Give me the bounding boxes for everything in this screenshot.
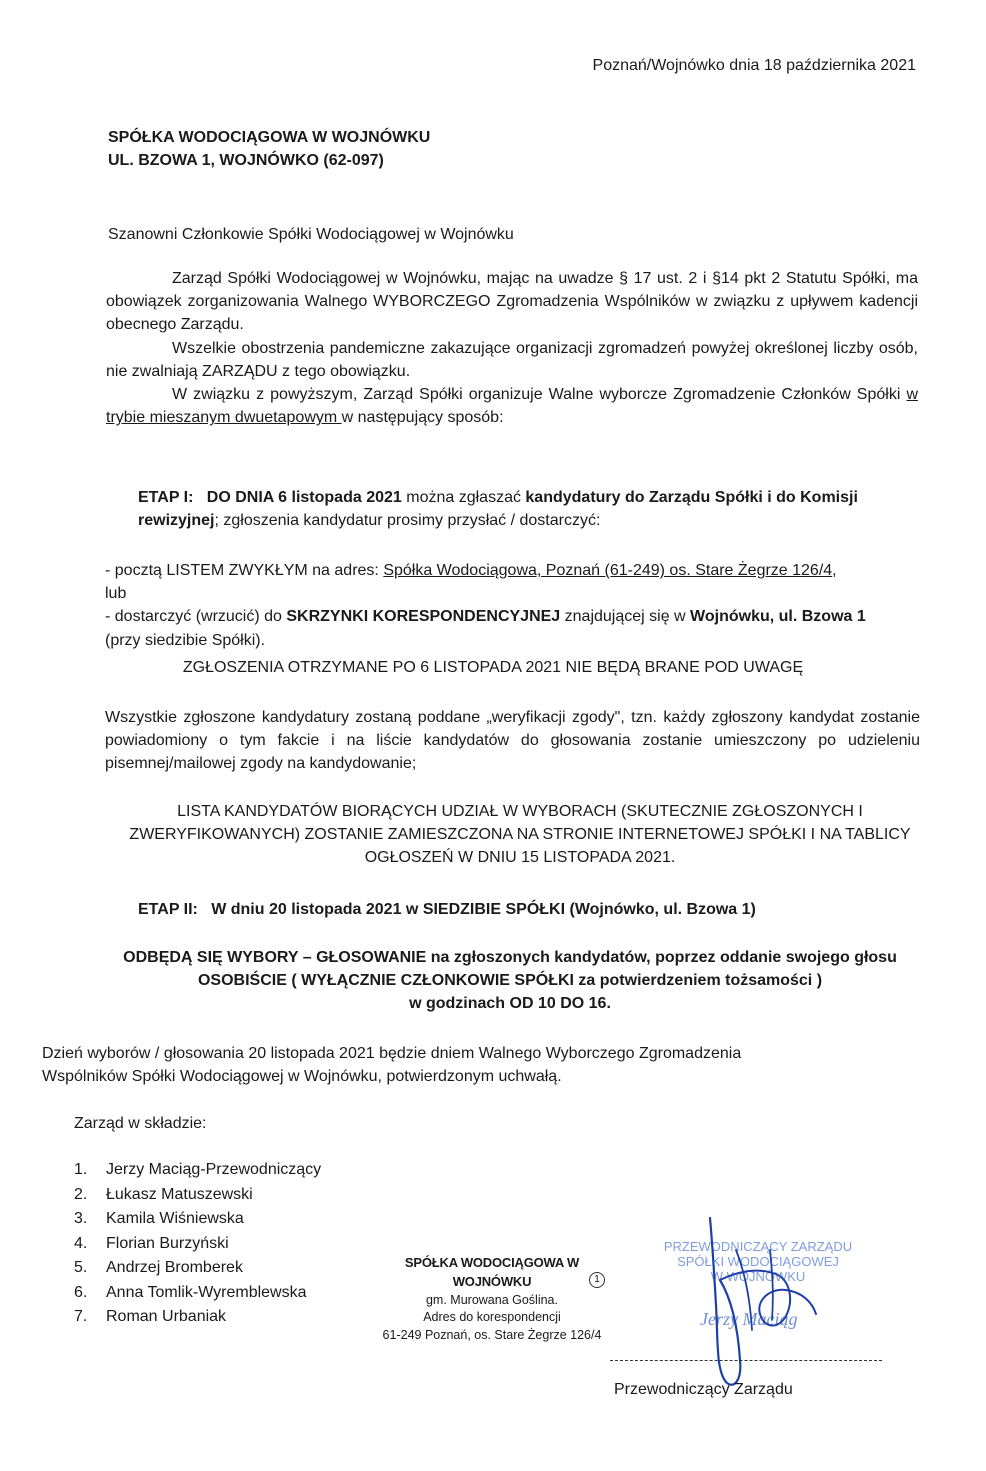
- board-title: Zarząd w składzie:: [74, 1115, 207, 1132]
- paragraph-organization: [106, 383, 918, 429]
- method-mail-start: - pocztą LISTEM ZWYKŁYM na adres:: [105, 562, 384, 579]
- stamp-line-4: 61-249 Poznań, os. Stare Żegrze 126/4: [382, 1327, 602, 1342]
- list-item: [74, 1256, 321, 1281]
- election-day-paragraph: [42, 1042, 882, 1088]
- deadline-notice: ZGŁOSZENIA OTRZYMANE PO 6 LISTOPADA 2021 NIE BĘDĄ BRANE POD UWAGĘ: [182, 659, 804, 676]
- list-item: [74, 1232, 321, 1257]
- chairman-stamp-line-1: PRZEWODNICZĄCY ZARZĄDU: [663, 1239, 853, 1254]
- list-item: [74, 1305, 321, 1330]
- list-item: [74, 1207, 321, 1232]
- method-or: lub: [105, 585, 127, 603]
- company-name: SPÓŁKA WODOCIĄGOWA W WOJNÓWKU: [108, 129, 431, 146]
- member-number: 7.: [74, 1308, 88, 1325]
- chairman-stamp-line-2: SPÓŁKI WODOCIĄGOWEJ: [677, 1253, 839, 1269]
- candidate-list-notice: [120, 800, 920, 870]
- member-number: 2.: [74, 1185, 88, 1203]
- mailbox-label: SKRZYNKI KORESPONDENCYJNEJ: [286, 608, 561, 626]
- voting-notice: [80, 946, 940, 1016]
- list-item: [74, 1281, 321, 1306]
- stage-one-mid: można zgłaszać: [401, 489, 526, 506]
- election-day-line-1: Dzień wyborów / głosowania 20 listopada 2021 będzie dniem Walnego Wyborczego Zgromadzenia: [42, 1045, 742, 1062]
- stamp-line-3: Adres do korespondencji: [423, 1310, 561, 1325]
- submission-methods: [105, 559, 920, 652]
- mail-address: Spółka Wodociągowa, Poznań (61-249) os. Stare Żegrze 126/4: [383, 562, 833, 579]
- stage-one-rest: ; zgłoszenia kandydatur prosimy przysłać / dostarczyć:: [214, 512, 601, 530]
- signature-role: Przewodniczący Zarządu: [614, 1381, 793, 1398]
- method-mailbox: [105, 605, 920, 628]
- document-date: Poznań/Wojnówko dnia 18 października 2021: [592, 57, 916, 74]
- member-name: Kamila Wiśniewska: [106, 1210, 244, 1227]
- candidate-list-line-1: LISTA KANDYDATÓW BIORĄCYCH UDZIAŁ W WYBORACH (SKUTECZNIE ZGŁOSZONYCH I: [177, 803, 863, 820]
- stage-one-deadline: DO DNIA 6 listopada 2021: [206, 489, 402, 506]
- member-name: Jerzy Maciąg-Przewodniczący: [106, 1161, 322, 1178]
- list-item: [74, 1183, 321, 1208]
- mixed-mode-phrase: w trybie mieszanym dwuetapowym: [106, 385, 918, 427]
- method-mailbox-start: - dostarczyć (wrzucić) do: [105, 608, 287, 626]
- voting-line-3: w godzinach OD 10 DO 16.: [409, 995, 611, 1013]
- intro-paragraphs: [106, 267, 918, 429]
- member-number: 6.: [74, 1283, 88, 1301]
- election-day-line-2: Wspólników Spółki Wodociągowej w Wojnówku, potwierdzonym uchwałą.: [42, 1068, 562, 1086]
- method-mailbox-end: (przy siedzibie Spółki).: [105, 631, 266, 649]
- member-name: Anna Tomlik-Wyremblewska: [106, 1283, 307, 1301]
- chairman-stamp-line-3: W WOJNÓWKU: [710, 1268, 806, 1284]
- member-number: 1.: [74, 1161, 88, 1178]
- method-mailbox-mid: znajdującej się w: [560, 608, 691, 626]
- verification-paragraph: Wszystkie zgłoszone kandydatury zostaną poddane „weryfikacji zgody", tzn. każdy zgłoszony kandydat zostanie powiadomiony o tym fakcie i na liście kandydatów do głosowania zostanie umieszczony po udzieleniu pisemnej/mailowej zgody na kandydowanie;: [105, 709, 920, 773]
- greeting: Szanowni Członkowie Spółki Wodociągowej w Wojnówku: [108, 226, 514, 243]
- paragraph-statute: Zarząd Spółki Wodociągowej w Wojnówku, mając na uwadze § 17 ust. 2 i §14 pkt 2 Statutu Spółki, ma obowiązek zorganizowania Walnego WYBORCZEGO Zgromadzenia Wspólników w związku z upływem kadencji obecnego Zarządu.: [106, 270, 918, 334]
- mailbox-place: Wojnówku, ul. Bzowa 1: [690, 608, 866, 626]
- member-name: Roman Urbaniak: [106, 1308, 227, 1325]
- voting-line-1: ODBĘDĄ SIĘ WYBORY – GŁOSOWANIE na zgłoszonych kandydatów, poprzez oddanie swojego głosu: [123, 949, 897, 966]
- stage-two-label: ETAP II:: [138, 901, 198, 918]
- signature-line: [610, 1360, 882, 1361]
- method-mail-end: ,: [832, 562, 837, 579]
- handwritten-signature: [690, 1210, 830, 1400]
- board-members-list: [74, 1158, 321, 1330]
- paragraph-organization-start: W związku z powyższym, Zarząd Spółki organizuje Walne wyborcze Zgromadzenie Członków Spółki: [172, 385, 907, 403]
- stamp-company-name: SPÓŁKA WODOCIĄGOWA W WOJNÓWKU: [404, 1255, 580, 1289]
- candidate-list-line-2: ZWERYFIKOWANYCH) ZOSTANIE ZAMIESZCZONA NA STRONIE INTERNETOWEJ SPÓŁKI I NA TABLICY: [129, 826, 911, 844]
- stage-one: [138, 486, 923, 532]
- member-name: Andrzej Bromberek: [106, 1259, 243, 1276]
- candidate-list-line-3: OGŁOSZEŃ W DNIU 15 LISTOPADA 2021.: [364, 849, 676, 867]
- paragraph-organization-end: w następujący sposób:: [341, 409, 504, 427]
- stamp-line-2: gm. Murowana Goślina.: [425, 1292, 558, 1307]
- chairman-stamp-name: Jerzy Maciąg: [700, 1309, 798, 1329]
- member-number: 4.: [74, 1234, 88, 1252]
- member-name: Łukasz Matuszewski: [106, 1185, 253, 1203]
- stage-one-label: ETAP I:: [138, 489, 194, 506]
- stage-two-text: W dniu 20 listopada 2021 w SIEDZIBIE SPÓŁKI (Wojnówko, ul. Bzowa 1): [211, 901, 756, 918]
- company-header: [108, 126, 430, 172]
- member-number: 3.: [74, 1210, 88, 1227]
- member-name: Florian Burzyński: [106, 1234, 229, 1252]
- paragraph-pandemic: Wszelkie obostrzenia pandemiczne zakazujące organizacji zgromadzeń powyżej określonej liczby osób, nie zwalniają ZARZĄDU z tego obowiązku.: [106, 339, 918, 380]
- method-mail: [105, 559, 920, 582]
- stage-two: [138, 898, 756, 921]
- voting-line-2: OSOBIŚCIE ( WYŁĄCZNIE CZŁONKOWIE SPÓŁKI za potwierdzeniem tożsamości ): [197, 972, 823, 990]
- list-item: [74, 1158, 321, 1183]
- stamp-circle-mark: 1: [589, 1272, 605, 1288]
- company-stamp: [372, 1254, 612, 1344]
- company-address: UL. BZOWA 1, WOJNÓWKO (62-097): [108, 152, 384, 170]
- member-number: 5.: [74, 1259, 88, 1276]
- stage-one-candidates: kandydatury do Zarządu Spółki i do Komisji rewizyjnej: [138, 489, 858, 530]
